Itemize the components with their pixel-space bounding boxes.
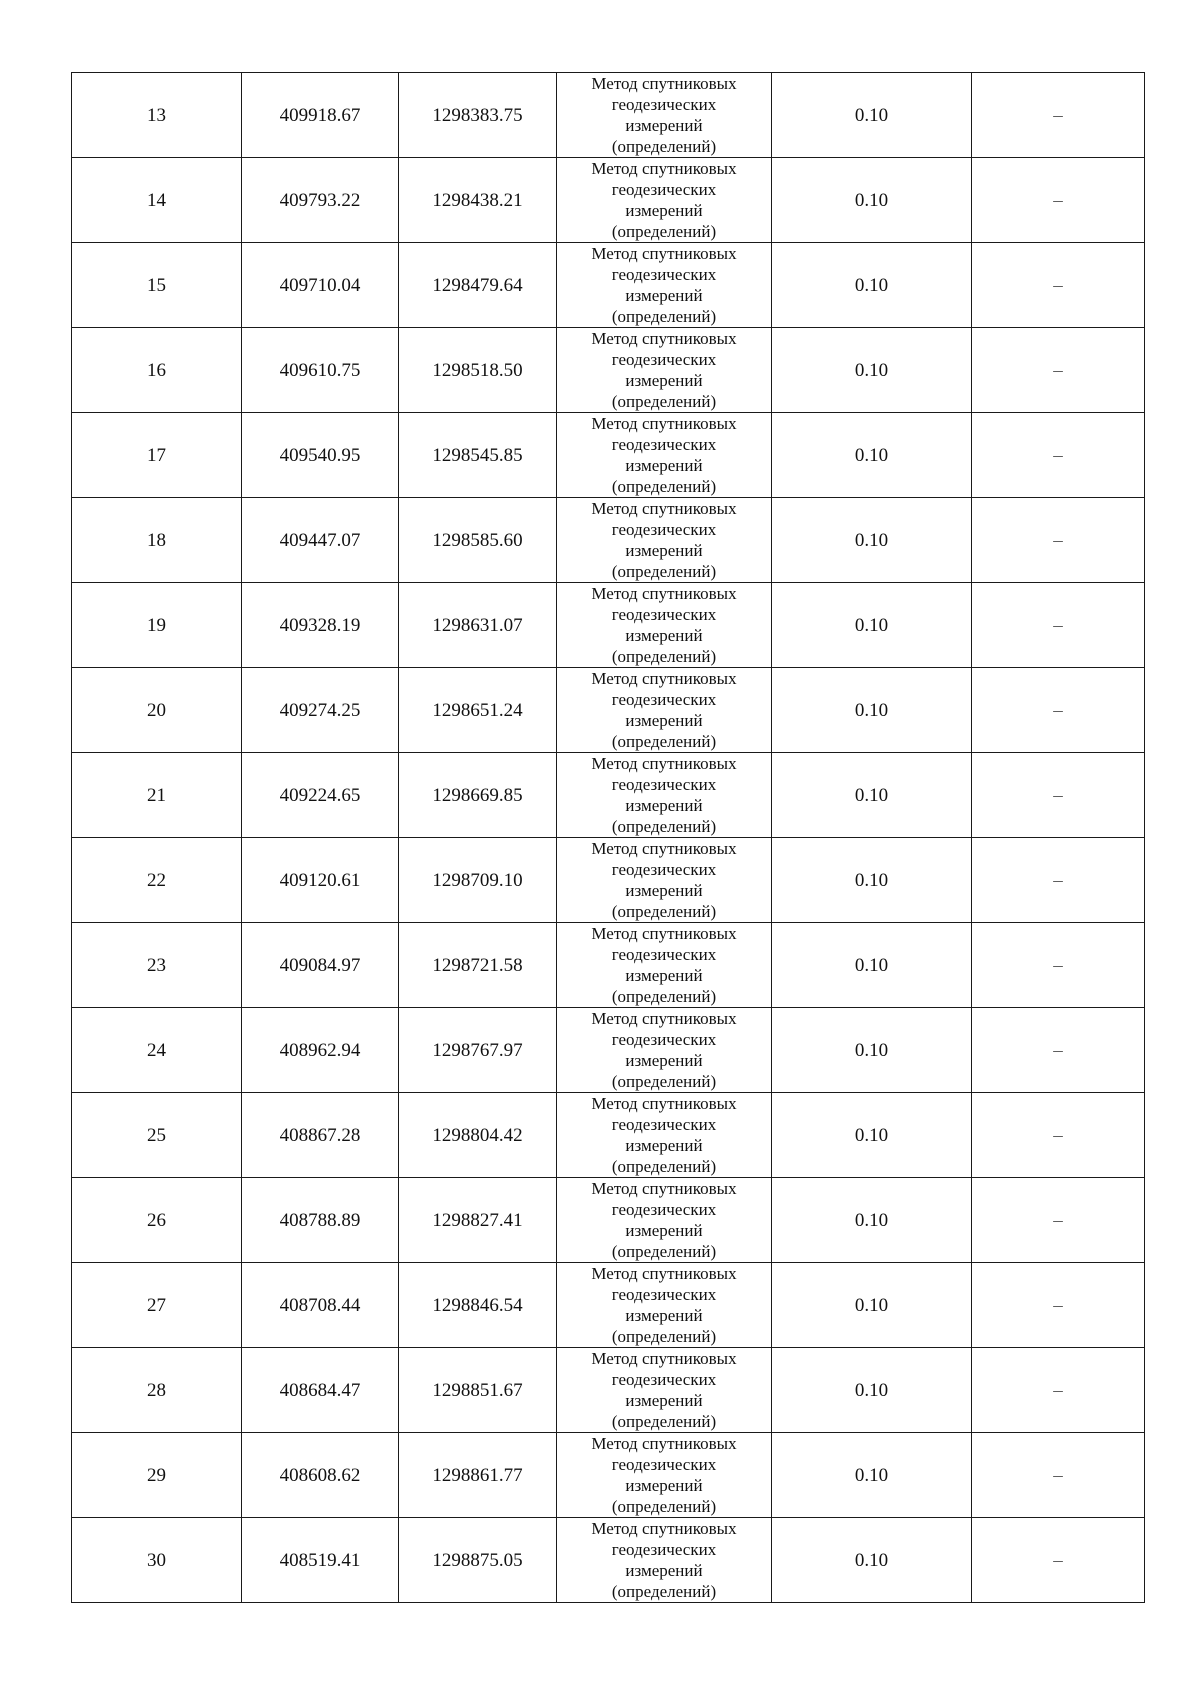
y-coordinate-cell: 1298846.54 bbox=[399, 1263, 557, 1348]
note-cell: – bbox=[972, 413, 1145, 498]
method-line: измерений bbox=[625, 116, 703, 135]
table-row bbox=[72, 158, 1145, 243]
method-line: измерений bbox=[625, 1136, 703, 1155]
accuracy-cell: 0.10 bbox=[772, 1093, 972, 1178]
method-cell bbox=[557, 1178, 772, 1263]
method-cell bbox=[557, 838, 772, 923]
table-row bbox=[72, 1263, 1145, 1348]
method-line: измерений bbox=[625, 1051, 703, 1070]
table-row bbox=[72, 1518, 1145, 1603]
method-line: измерений bbox=[625, 541, 703, 560]
method-line: (определений) bbox=[611, 1242, 717, 1261]
accuracy-cell: 0.10 bbox=[772, 73, 972, 158]
method-line: геодезических bbox=[611, 265, 717, 284]
method-line: измерений bbox=[625, 1221, 703, 1240]
method-line: (определений) bbox=[611, 1157, 717, 1176]
point-number-cell: 30 bbox=[72, 1518, 242, 1603]
accuracy-cell: 0.10 bbox=[772, 1518, 972, 1603]
y-coordinate-cell: 1298861.77 bbox=[399, 1433, 557, 1518]
method-cell bbox=[557, 1093, 772, 1178]
table-row bbox=[72, 838, 1145, 923]
note-cell: – bbox=[972, 73, 1145, 158]
table-row bbox=[72, 1093, 1145, 1178]
point-number-cell: 24 bbox=[72, 1008, 242, 1093]
method-line: геодезических bbox=[611, 1455, 717, 1474]
method-line: геодезических bbox=[611, 1030, 717, 1049]
method-line: измерений bbox=[625, 966, 703, 985]
method-line: Метод спутниковых bbox=[591, 1264, 737, 1283]
x-coordinate-cell: 408519.41 bbox=[242, 1518, 399, 1603]
point-number-cell: 20 bbox=[72, 668, 242, 753]
table-row bbox=[72, 753, 1145, 838]
method-line: измерений bbox=[625, 371, 703, 390]
note-cell: – bbox=[972, 1433, 1145, 1518]
method-line: геодезических bbox=[611, 1370, 717, 1389]
method-cell bbox=[557, 753, 772, 838]
method-cell bbox=[557, 583, 772, 668]
accuracy-cell: 0.10 bbox=[772, 1008, 972, 1093]
method-line: измерений bbox=[625, 201, 703, 220]
method-line: измерений bbox=[625, 881, 703, 900]
y-coordinate-cell: 1298545.85 bbox=[399, 413, 557, 498]
point-number-cell: 13 bbox=[72, 73, 242, 158]
point-number-cell: 21 bbox=[72, 753, 242, 838]
table-row bbox=[72, 1178, 1145, 1263]
method-cell bbox=[557, 158, 772, 243]
accuracy-cell: 0.10 bbox=[772, 1348, 972, 1433]
method-line: (определений) bbox=[611, 902, 717, 921]
accuracy-cell: 0.10 bbox=[772, 413, 972, 498]
y-coordinate-cell: 1298709.10 bbox=[399, 838, 557, 923]
method-line: (определений) bbox=[611, 477, 717, 496]
table-row bbox=[72, 1008, 1145, 1093]
x-coordinate-cell: 409447.07 bbox=[242, 498, 399, 583]
y-coordinate-cell: 1298651.24 bbox=[399, 668, 557, 753]
method-line: Метод спутниковых bbox=[591, 1179, 737, 1198]
note-cell: – bbox=[972, 583, 1145, 668]
method-line: (определений) bbox=[611, 222, 717, 241]
method-line: Метод спутниковых bbox=[591, 1434, 737, 1453]
method-line: Метод спутниковых bbox=[591, 924, 737, 943]
table-row bbox=[72, 583, 1145, 668]
x-coordinate-cell: 409918.67 bbox=[242, 73, 399, 158]
method-cell bbox=[557, 413, 772, 498]
method-line: (определений) bbox=[611, 392, 717, 411]
point-number-cell: 29 bbox=[72, 1433, 242, 1518]
accuracy-cell: 0.10 bbox=[772, 498, 972, 583]
coordinates-table-body bbox=[72, 73, 1145, 1603]
accuracy-cell: 0.10 bbox=[772, 1263, 972, 1348]
x-coordinate-cell: 409793.22 bbox=[242, 158, 399, 243]
point-number-cell: 27 bbox=[72, 1263, 242, 1348]
method-cell bbox=[557, 923, 772, 1008]
method-line: Метод спутниковых bbox=[591, 839, 737, 858]
method-line: Метод спутниковых bbox=[591, 754, 737, 773]
note-cell: – bbox=[972, 498, 1145, 583]
y-coordinate-cell: 1298631.07 bbox=[399, 583, 557, 668]
accuracy-cell: 0.10 bbox=[772, 1433, 972, 1518]
method-line: Метод спутниковых bbox=[591, 329, 737, 348]
method-line: геодезических bbox=[611, 1200, 717, 1219]
method-line: измерений bbox=[625, 456, 703, 475]
x-coordinate-cell: 408708.44 bbox=[242, 1263, 399, 1348]
note-cell: – bbox=[972, 158, 1145, 243]
y-coordinate-cell: 1298383.75 bbox=[399, 73, 557, 158]
method-line: геодезических bbox=[611, 520, 717, 539]
method-line: (определений) bbox=[611, 647, 717, 666]
x-coordinate-cell: 409610.75 bbox=[242, 328, 399, 413]
note-cell: – bbox=[972, 1093, 1145, 1178]
x-coordinate-cell: 408962.94 bbox=[242, 1008, 399, 1093]
method-line: геодезических bbox=[611, 860, 717, 879]
method-line: геодезических bbox=[611, 690, 717, 709]
y-coordinate-cell: 1298767.97 bbox=[399, 1008, 557, 1093]
note-cell: – bbox=[972, 1178, 1145, 1263]
method-line: (определений) bbox=[611, 1412, 717, 1431]
method-line: геодезических bbox=[611, 775, 717, 794]
x-coordinate-cell: 409540.95 bbox=[242, 413, 399, 498]
method-line: измерений bbox=[625, 796, 703, 815]
note-cell: – bbox=[972, 328, 1145, 413]
method-line: (определений) bbox=[611, 1072, 717, 1091]
accuracy-cell: 0.10 bbox=[772, 243, 972, 328]
method-line: геодезических bbox=[611, 435, 717, 454]
x-coordinate-cell: 409328.19 bbox=[242, 583, 399, 668]
method-line: Метод спутниковых bbox=[591, 1094, 737, 1113]
y-coordinate-cell: 1298804.42 bbox=[399, 1093, 557, 1178]
method-cell bbox=[557, 1518, 772, 1603]
method-line: измерений bbox=[625, 626, 703, 645]
x-coordinate-cell: 408608.62 bbox=[242, 1433, 399, 1518]
x-coordinate-cell: 408684.47 bbox=[242, 1348, 399, 1433]
x-coordinate-cell: 409084.97 bbox=[242, 923, 399, 1008]
point-number-cell: 19 bbox=[72, 583, 242, 668]
method-line: (определений) bbox=[611, 1497, 717, 1516]
y-coordinate-cell: 1298721.58 bbox=[399, 923, 557, 1008]
note-cell: – bbox=[972, 243, 1145, 328]
table-row bbox=[72, 328, 1145, 413]
method-cell bbox=[557, 1348, 772, 1433]
method-cell bbox=[557, 1008, 772, 1093]
y-coordinate-cell: 1298851.67 bbox=[399, 1348, 557, 1433]
method-line: (определений) bbox=[611, 732, 717, 751]
accuracy-cell: 0.10 bbox=[772, 838, 972, 923]
method-line: геодезических bbox=[611, 605, 717, 624]
table-row bbox=[72, 243, 1145, 328]
x-coordinate-cell: 408867.28 bbox=[242, 1093, 399, 1178]
table-row bbox=[72, 73, 1145, 158]
method-cell bbox=[557, 243, 772, 328]
note-cell: – bbox=[972, 838, 1145, 923]
point-number-cell: 28 bbox=[72, 1348, 242, 1433]
point-number-cell: 15 bbox=[72, 243, 242, 328]
coordinates-table bbox=[71, 72, 1145, 1603]
method-line: (определений) bbox=[611, 137, 717, 156]
method-line: Метод спутниковых bbox=[591, 1009, 737, 1028]
table-row bbox=[72, 498, 1145, 583]
x-coordinate-cell: 409274.25 bbox=[242, 668, 399, 753]
method-line: Метод спутниковых bbox=[591, 74, 737, 93]
note-cell: – bbox=[972, 1348, 1145, 1433]
point-number-cell: 22 bbox=[72, 838, 242, 923]
method-line: геодезических bbox=[611, 95, 717, 114]
method-line: геодезических bbox=[611, 350, 717, 369]
method-line: измерений bbox=[625, 1391, 703, 1410]
y-coordinate-cell: 1298518.50 bbox=[399, 328, 557, 413]
table-row bbox=[72, 668, 1145, 753]
accuracy-cell: 0.10 bbox=[772, 1178, 972, 1263]
method-line: Метод спутниковых bbox=[591, 414, 737, 433]
method-line: измерений bbox=[625, 711, 703, 730]
x-coordinate-cell: 409224.65 bbox=[242, 753, 399, 838]
y-coordinate-cell: 1298669.85 bbox=[399, 753, 557, 838]
method-line: геодезических bbox=[611, 945, 717, 964]
method-line: (определений) bbox=[611, 987, 717, 1006]
point-number-cell: 14 bbox=[72, 158, 242, 243]
note-cell: – bbox=[972, 753, 1145, 838]
method-line: измерений bbox=[625, 286, 703, 305]
method-cell bbox=[557, 498, 772, 583]
note-cell: – bbox=[972, 1518, 1145, 1603]
point-number-cell: 18 bbox=[72, 498, 242, 583]
point-number-cell: 23 bbox=[72, 923, 242, 1008]
method-line: Метод спутниковых bbox=[591, 584, 737, 603]
accuracy-cell: 0.10 bbox=[772, 158, 972, 243]
method-line: (определений) bbox=[611, 307, 717, 326]
method-line: Метод спутниковых bbox=[591, 499, 737, 518]
method-cell bbox=[557, 1263, 772, 1348]
method-line: измерений bbox=[625, 1476, 703, 1495]
method-line: измерений bbox=[625, 1561, 703, 1580]
method-line: (определений) bbox=[611, 1582, 717, 1601]
method-cell bbox=[557, 73, 772, 158]
x-coordinate-cell: 409710.04 bbox=[242, 243, 399, 328]
accuracy-cell: 0.10 bbox=[772, 668, 972, 753]
table-row bbox=[72, 1348, 1145, 1433]
method-line: геодезических bbox=[611, 1115, 717, 1134]
method-line: Метод спутниковых bbox=[591, 159, 737, 178]
method-line: (определений) bbox=[611, 562, 717, 581]
method-line: (определений) bbox=[611, 1327, 717, 1346]
table-row bbox=[72, 923, 1145, 1008]
method-line: геодезических bbox=[611, 180, 717, 199]
note-cell: – bbox=[972, 1263, 1145, 1348]
y-coordinate-cell: 1298827.41 bbox=[399, 1178, 557, 1263]
y-coordinate-cell: 1298875.05 bbox=[399, 1518, 557, 1603]
y-coordinate-cell: 1298479.64 bbox=[399, 243, 557, 328]
point-number-cell: 25 bbox=[72, 1093, 242, 1178]
point-number-cell: 16 bbox=[72, 328, 242, 413]
method-cell bbox=[557, 1433, 772, 1518]
method-line: геодезических bbox=[611, 1540, 717, 1559]
accuracy-cell: 0.10 bbox=[772, 753, 972, 838]
point-number-cell: 26 bbox=[72, 1178, 242, 1263]
note-cell: – bbox=[972, 1008, 1145, 1093]
point-number-cell: 17 bbox=[72, 413, 242, 498]
y-coordinate-cell: 1298585.60 bbox=[399, 498, 557, 583]
method-line: геодезических bbox=[611, 1285, 717, 1304]
table-row bbox=[72, 413, 1145, 498]
method-line: измерений bbox=[625, 1306, 703, 1325]
note-cell: – bbox=[972, 923, 1145, 1008]
x-coordinate-cell: 409120.61 bbox=[242, 838, 399, 923]
method-cell bbox=[557, 668, 772, 753]
note-cell: – bbox=[972, 668, 1145, 753]
method-cell bbox=[557, 328, 772, 413]
method-line: Метод спутниковых bbox=[591, 669, 737, 688]
accuracy-cell: 0.10 bbox=[772, 328, 972, 413]
table-row bbox=[72, 1433, 1145, 1518]
y-coordinate-cell: 1298438.21 bbox=[399, 158, 557, 243]
method-line: Метод спутниковых bbox=[591, 244, 737, 263]
method-line: Метод спутниковых bbox=[591, 1349, 737, 1368]
method-line: Метод спутниковых bbox=[591, 1519, 737, 1538]
accuracy-cell: 0.10 bbox=[772, 583, 972, 668]
method-line: (определений) bbox=[611, 817, 717, 836]
x-coordinate-cell: 408788.89 bbox=[242, 1178, 399, 1263]
accuracy-cell: 0.10 bbox=[772, 923, 972, 1008]
